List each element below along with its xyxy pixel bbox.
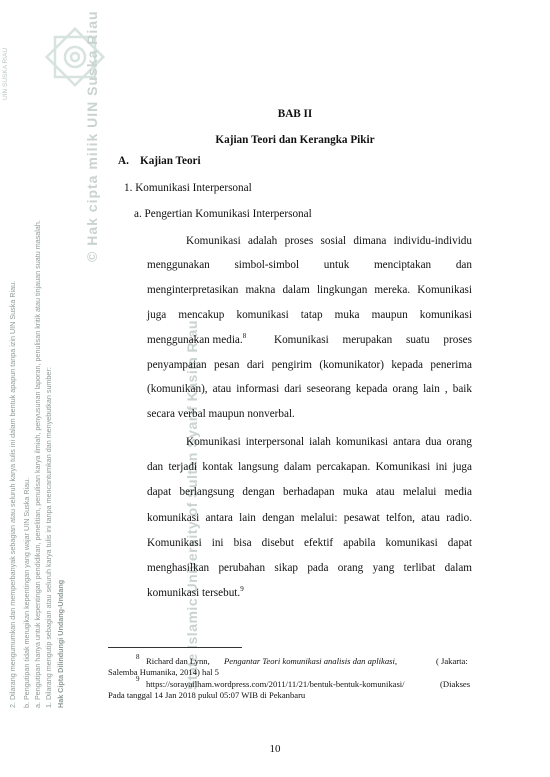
paragraph1-line: (komunikan), atau informasi dari seseorang kepada orang lain , baik (147, 383, 472, 395)
paragraph2-line: menghasilkan perubahan sikap pada orang yang terlibat dalam (147, 562, 472, 574)
footnote-9-url[interactable]: https://sorayailham.wordpress.com/2011/11/21/bentuk-bentuk-komunikasi/ (146, 679, 405, 689)
footnote-ref-8[interactable]: 8 (242, 332, 247, 340)
paragraph2-line: dan terjadi kontak langsung dalam percakapan. Komunikasi ini juga (147, 461, 472, 473)
section-a-title: Kajian Teori (140, 155, 201, 167)
paragraph1-line: menginterpretasikan makna dalam lingkungan mereka. Komunikasi (147, 284, 472, 296)
copyright-watermark: © Hak cipta milik UIN Suska Riau (84, 10, 100, 262)
footnote-8-number: 8 (136, 653, 140, 661)
paragraph1-line: menggunakan simbol-simbol untuk menciptakan dan (147, 259, 472, 271)
legal-notice-item1: 1. Dilarang mengutip sebagian atau seluruh karya tulis ini tanpa mencantumkan dan menyebutkan sumber: (44, 367, 53, 708)
footnote-9-number: 9 (136, 675, 140, 683)
paragraph2-last-line: komunikasi tersebut.$^9$ (147, 585, 244, 599)
paragraph2-line: Komunikasi interpersonal ialah komunikasi antara dua orang (186, 436, 472, 448)
legal-notice-item1b: b. Pengutipan tidak merugikan kepentingan yang wajar UIN Suska Riau. (22, 477, 31, 708)
chapter-title: BAB II (277, 108, 313, 120)
paragraph1-line: juga mencakup komunikasi tatap muka maupun komunikasi (147, 309, 472, 321)
page-number: 10 (269, 743, 281, 755)
legal-notice-item1a: a. Pengutipan hanya untuk kepentingan pendidikan, penelitian, penulisan karya ilmiah, penyusunan laporan, penulisan kritik atau tinjauan suatu masalah. (33, 220, 42, 708)
paragraph1-line: Komunikasi merupakan suatu proses (274, 334, 472, 346)
subsection-1-heading: 1. Komunikasi Interpersonal (124, 182, 252, 194)
paragraph2-line: Komunikasi ini bisa disebut efektif apabila komunikasi dapat (147, 537, 472, 549)
paragraph2-line: dapat berlangsung dengan berhadapan muka atau melalui media (147, 486, 472, 498)
paragraph1-line: Komunikasi adalah proses sosial dimana individu-individu (186, 235, 472, 247)
legal-notice-heading: Hak Cipta Dilindungi Undang-Undang (56, 579, 65, 708)
chapter-subtitle: Kajian Teori dan Kerangka Pikir (215, 134, 375, 146)
legal-notice-item2: 2. Dilarang mengumumkan dan memperbanyak sebagian atau seluruh karya tulis ini dalam bentuk apapun tanpa izin UIN Suska Riau. (8, 280, 17, 708)
footnote-ref-9[interactable]: 9 (240, 585, 244, 593)
paragraph2-line: komunikasi antara lain dengan melalui: pesawat telfon, atau radio. (147, 512, 472, 524)
footnote-8-title: Pengantar Teori komunikasi analisis dan aplikasi, (224, 656, 397, 666)
paragraph1-line: penyampaian pesan dari pengirim (komunikator) kepada penerima (147, 359, 472, 371)
university-watermark: State Islamic University of Sultan Syarif Kasim Riau (184, 320, 200, 690)
paragraph1-last-line: secara verbal maupun nonverbal. (147, 408, 295, 420)
footnote-9-access-cont: Pada tanggal 14 Jan 2018 pukul 05:07 WIB di Pekanbaru (108, 690, 306, 700)
section-a-marker: A. (118, 155, 129, 167)
footnote-separator (108, 647, 242, 648)
subsection-a-heading: a. Pengertian Komunikasi Interpersonal (134, 208, 312, 220)
footnote-8-publisher: ( Jakarta: (436, 656, 468, 666)
footnote-9-access: (Diakses (440, 679, 471, 689)
footnote-8-publisher-cont: Salemba Humanika, 2014) hal 5 (108, 667, 219, 677)
footnote-8-author: Richard dan Lynn, (146, 656, 210, 666)
logo-side-label: UIN SUSKA RIAU (2, 47, 9, 100)
paragraph1-line-with-footnote: menggunakan media.$^8$ (147, 332, 247, 346)
